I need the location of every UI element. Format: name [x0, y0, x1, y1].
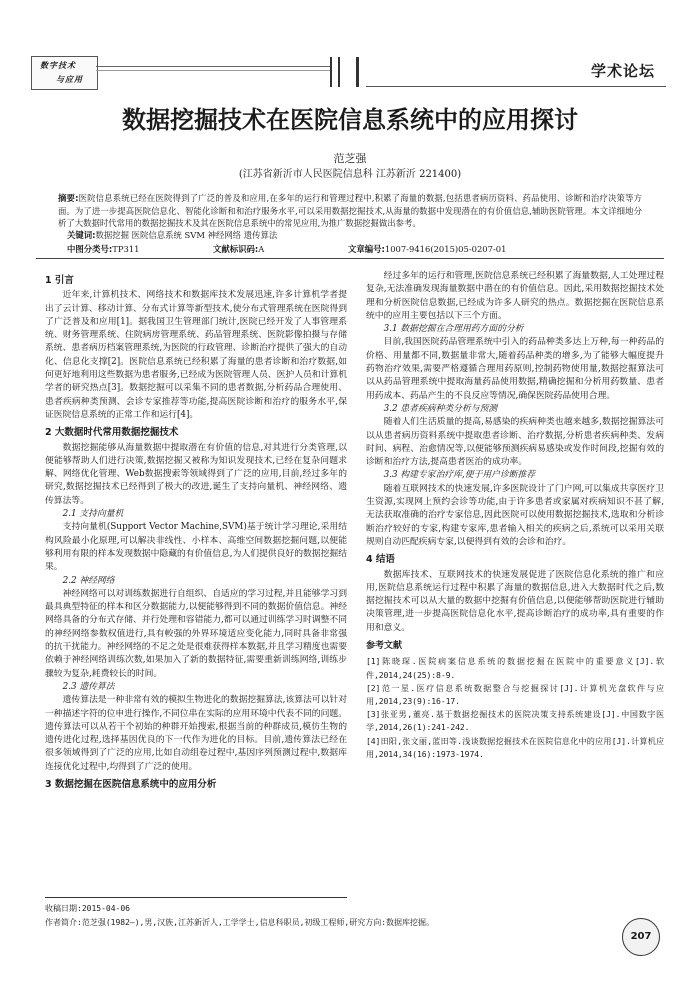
journal-name-line2: 与应用 [56, 74, 83, 84]
paragraph: 数据库技术、互联网技术的快速发展促进了医院信息化系统的推广和应用,医院信息系统运行过程中积累了海量的数据信息,进入大数据时代之后,数据挖掘技术可以从大量的数据中挖掘有价值信息,以便能够帮助医院进行辅助决策管理,进一步提高医院信息化水平,提高诊断治疗的成功率,具有重要的作用和意义。 [366, 569, 664, 633]
paragraph: 支持向量机(Support Vector Machine,SVM)基于统计学习理论,采用结构风险最小化原理,可以解决非线性、小样本、高维空间数据挖掘问题,以便能够利用有限的样本发现数据中隐藏的有价值信息,为人们提供良好的数据挖掘结果。 [45, 522, 347, 573]
header-bars-ornament [330, 57, 366, 87]
article-number [348, 243, 506, 255]
paragraph: 随着互联网技术的快速发展,许多医院设计了门户网,可以集成共享医疗卫生资源,实现网上预约会诊等功能,由于许多患者或家属对疾病知识不甚了解,无法获取准确的治疗专家信息,因此医院可以使用数据挖掘技术,选取和分析诊断治疗较好的专家,构建专家库,患者输入相关的疾病之后,系统可以采用关联规则自动匹配疾病专家,以便得到有效的会诊和治疗。 [366, 483, 664, 547]
heading-application-analysis: 3 数据挖掘在医院信息系统中的应用分析 [45, 778, 217, 790]
section-tag: 学术论坛 [590, 62, 655, 80]
article-title: 数据挖掘技术在医院信息系统中的应用探讨 [122, 106, 578, 134]
subheading-neural-network: 2.2 神经网络 [62, 575, 115, 586]
subheading-genetic-algorithm: 2.3 遗传算法 [62, 681, 115, 692]
right-column [366, 270, 664, 761]
subheading-svm: 2.1 支持向量机 [62, 509, 124, 520]
clc-value: TP311 [112, 244, 140, 254]
header-right-rule [366, 86, 666, 87]
reference-item: [3]张亚男,董亮.基于数据挖掘技术的医院决策支持系统建设[J].中国数字医学,2014,26(1):241-242. [366, 709, 664, 733]
keywords [67, 229, 277, 241]
keywords-label: 关键词: [67, 230, 96, 240]
keywords-text: 数据挖掘 医院信息系统 SVM 神经网络 遗传算法 [95, 230, 278, 240]
header-rule-thin [96, 70, 330, 71]
heading-introduction: 1 引言 [45, 275, 74, 286]
abstract-label: 摘要: [58, 193, 79, 203]
paragraph: 遗传算法是一种非常有效的模拟生物进化的数据挖掘算法,该算法可以针对一种描述字符的位申进行操作,不同位串在实际的应用环境中代表不同的问题。遗传算法可以从若干个初始的种群开始搜索,根据当前的种群成员,模仿生物的遗传进化过程,选择基因优良的下一代作为进化的目标。目前,遗传算法已经在很多领域得到了广泛的应用,比如自动组卷过程中,基因序列预测过程中,数据库连接优化过程中,均得到了广泛的使用。 [45, 695, 347, 772]
author-name: 范芝强 [333, 152, 367, 165]
heading-conclusion: 4 结语 [366, 554, 395, 566]
abstract-divider [36, 258, 664, 259]
left-column [45, 270, 347, 793]
paragraph: 神经网络可以对训练数据进行自组织、自适应的学习过程,并且能够学习到最具典型特征的样本和区分数据能力,以便能够得到不同的数据价值信息。神经网络具备的分布式存储、并行处理和容错能力,都可以通过训练学习时调整不同的神经网络参数权值进行,具有較强的外界环境适应变化能力,同时具备非常强的抗干扰能力。神经网络的不足之处是很难获得样本数据,并且学习精度也需要依赖于神经网络训练次数,如果加入了新的数据特征,需要重新训练网络,训练步骤较为复杂,耗费较长的时间。 [45, 588, 347, 679]
header-rule [96, 66, 330, 67]
page-number-badge: 207 [622, 918, 660, 956]
clc-number [67, 243, 139, 255]
paragraph: 目前,我国医院药品管理系统中引入的药品种类多达上万种,每一种药品的价格、用量都不同,数据量非常大,随着药品种类的增多,为了能够大幅度提升药物治疗效果,需要严格遵循合理用药原则,控制药物使用量,数据挖掘算法可以从药品管理系统中提取海量药品使用数据,精确挖掘和分析用药数量、患者用药成本、药品产生的不良反应等情况,确保医院药品使用合理。 [366, 337, 664, 401]
doc-code-value: A [258, 244, 265, 254]
reference-item: [4]田阳,张文丽,蓝田等.浅谈数据挖掘技术在医院信息化中的应用[J].计算机应用,2014,34(16):1973-1974. [366, 735, 664, 759]
subheading-disease-prediction: 3.2 患者疾病种类分析与预测 [383, 403, 498, 414]
article-no-label: 文章编号: [348, 244, 385, 254]
abstract-text: 医院信息系统已经在医院得到了广泛的普及和应用,在多年的运行和管理过程中,积累了海量的数据,包括患者病历资料、药品使用、诊断和治疗决策等方面。为了进一步提高医院信息化、智能化诊断和和治疗服务水平,可以采用数据挖掘技术,从海量的数据中发现潜在的有价值信息,辅助医院管理。本文详细地分析了大数据时代常用的数据挖掘技术及其在医院信息系统中的常见应用,为推广数据挖掘做出参考。 [58, 193, 642, 228]
journal-logo-box [31, 56, 98, 90]
journal-name-line1: 数字技术 [40, 60, 76, 70]
document-code [213, 243, 264, 255]
paragraph: 随着人们生活质量的提高,易感染的疾病种类也越来越多,数据挖掘算法可以从患者病历资料系统中提取患者诊断、治疗数据,分析患者疾病种类、发病时间、病程、治愈情况等,以便能够预测疾病易感染或发作时间段,挖掘有效的诊断和治疗方法,提高患者医治的成功率。 [366, 417, 664, 468]
clc-label: 中图分类号: [67, 244, 113, 254]
reference-item: [1]陈晓琛.医院病案信息系统的数据挖掘在医院中的重要意义[J].软件,2014,24(25):8-9. [366, 656, 664, 680]
heading-data-mining-techniques: 2 大数据时代常用数据挖掘技术 [45, 427, 179, 439]
paragraph: 近年来,计算机技术、网络技术和数据库技术发展迅速,许多计算机学者提出了云计算、移动计算、分布式计算等新型技术,使分布式管理系统在医院得到了广泛普及和应用[1]。据我国卫生管理部门统计,医院已经开发了人事管理系统、财务管理系统、住院病房管理系统、药品管理系统、医院影像拍摄与存储系统、患者病历档案管理系统,为医院的行政管理、诊断治疗提供了强大的自动化、信息化支撑[2]。医院信息系统已经积累了海量的患者诊断和治疗数据,如何更好地利用这些数据为患者服务,已经成为医院管理人员、医护人员和计算机学者的研究热点[3]。数据挖掘可以采集不同的患者数据,分析药品合理使用、患者疾病种类预测、会诊专家推荐等功能,提高医院诊断和治疗的服务水平,保证医院信息系统的正常工作和运行[4]。 [45, 290, 347, 420]
doc-code-label: 文献标识码: [213, 244, 259, 254]
author-bio: 作者简介:范芝强(1982—),男,汉族,江苏新沂人,工学学士,信息科职员,初级工程师,研究方向:数据库挖掘。 [45, 918, 435, 927]
reference-item: [2]范一星.医疗信息系统数据整合与挖掘探讨[J].计算机光盘软件与应用,2014,23(9):16-17. [366, 682, 664, 706]
subheading-rational-drug-use: 3.1 数据挖掘在合理用药方面的分析 [383, 324, 524, 335]
abstract [58, 192, 642, 230]
paragraph: 数据挖掘能够从海量数据中提取潜在有价值的信息,对其进行分类管理,以便能够帮助人们进行决策,数据挖掘又被称为知识发现技术,已经在复杂问题求解、网络优化管理、Web数据搜索等领域得到了广泛的应用,目前,经过多年的研究,数据挖掘技术已经得到了极大的改进,诞生了支持向量机、神经网络、遗传算法等。 [45, 442, 347, 506]
received-date: 收稿日期:2015-04-06 [45, 904, 130, 913]
paragraph: 经过多年的运行和管理,医院信息系统已经积累了海量数据,人工处理过程复杂,无法准确发现海量数据中潜在的有价值信息。因此,采用数据挖掘技术处理和分析医院信息数据,已经成为许多人研究的热点。数据挖掘在医院信息系统中的应用主要包括以下三个方面。 [366, 271, 664, 321]
subheading-expert-library: 3.3 构建专家治疗库,便于用户诊断推荐 [383, 470, 536, 481]
references-heading: 参考文献 [366, 641, 403, 652]
author-affiliation: (江苏省新沂市人民医院信息科 江苏新沂 221400) [238, 169, 462, 180]
article-no-value: 1007-9416(2015)05-0207-01 [384, 244, 507, 254]
footnote-divider [45, 897, 347, 898]
